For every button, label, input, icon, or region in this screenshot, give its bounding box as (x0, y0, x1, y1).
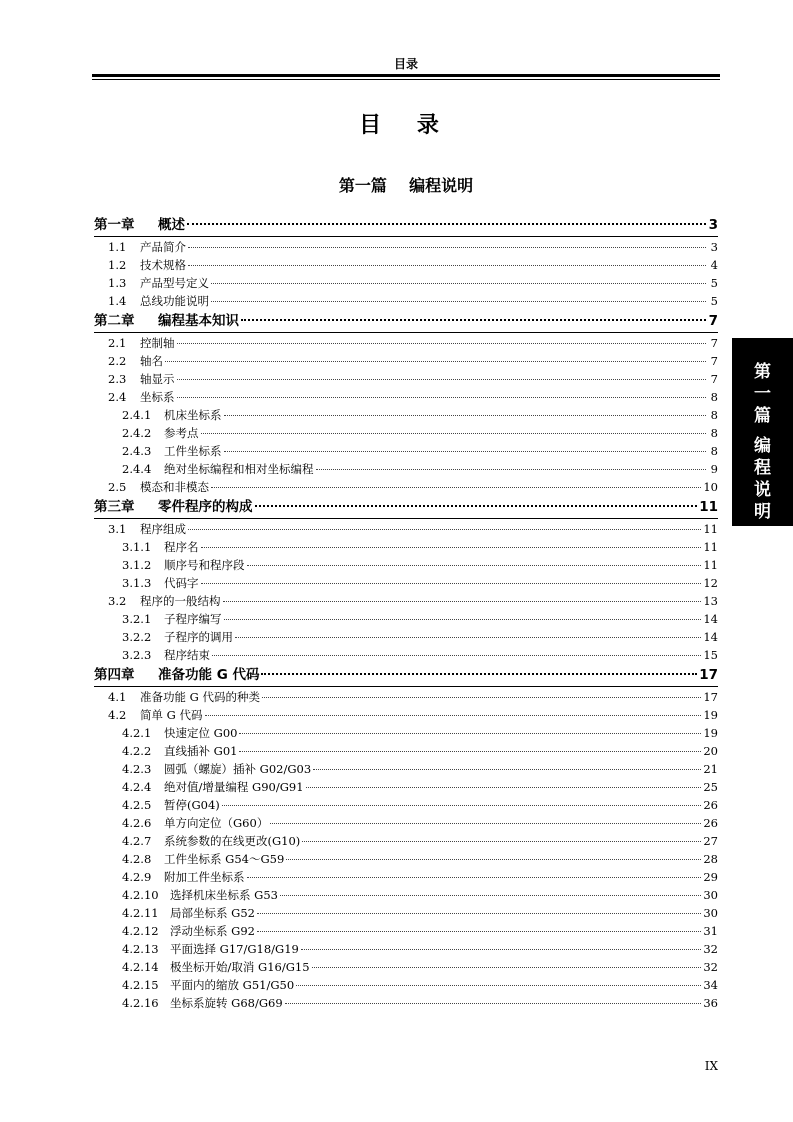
toc-entry-number: 4.2.10 (122, 888, 159, 902)
dot-leader (313, 769, 701, 770)
dot-leader (306, 787, 702, 788)
dot-leader (261, 673, 697, 675)
toc-entry-label: 简单 G 代码 (140, 708, 203, 722)
toc-entry-page: 9 (710, 462, 718, 476)
toc-entry-page: 7 (710, 336, 718, 350)
toc-entry-number: 2.3 (108, 372, 127, 386)
dot-leader (241, 319, 706, 321)
toc-entry-label: 极坐标开始/取消 G16/G15 (170, 960, 310, 974)
toc-entry-page: 11 (699, 499, 718, 515)
toc-entry-page: 26 (703, 816, 718, 830)
toc-entry-number: 1.2 (108, 258, 127, 272)
toc-entry-page: 32 (703, 942, 718, 956)
dot-leader (257, 913, 701, 914)
dot-leader (201, 583, 702, 584)
toc-entry[interactable] (94, 520, 718, 538)
toc-entry-page: 14 (703, 630, 718, 644)
dot-leader (239, 751, 701, 752)
side-tab-char: 明 (754, 502, 771, 522)
toc-entry-number: 4.2.5 (122, 798, 152, 812)
toc-entry-page: 17 (699, 667, 718, 683)
toc-entry-label: 准备功能 G 代码的种类 (140, 690, 260, 704)
toc-chapter-entry[interactable] (94, 496, 718, 519)
toc-entry-page: 30 (703, 906, 718, 920)
toc-entry[interactable] (94, 832, 718, 850)
toc-entry-number: 4.2.6 (122, 816, 152, 830)
toc-entry-label: 直线插补 G01 (164, 744, 238, 758)
toc-entry[interactable] (94, 760, 718, 778)
toc-entry-label: 工件坐标系 G54～G59 (164, 852, 285, 866)
toc-entry-number: 1.4 (108, 294, 127, 308)
toc-entry-number: 4.2 (108, 708, 127, 722)
part-title: 第一篇 编程说明 (338, 176, 474, 195)
toc-entry-page: 36 (703, 996, 718, 1010)
toc-entry[interactable] (94, 796, 718, 814)
side-tab-char: 说 (754, 480, 771, 500)
toc-entry-label: 程序的一般结构 (140, 594, 221, 608)
toc-entry-number: 4.2.12 (122, 924, 159, 938)
toc-chapter-entry[interactable] (94, 310, 718, 333)
toc-entry[interactable] (94, 370, 718, 388)
toc-chapter-entry[interactable] (94, 214, 718, 237)
toc-entry-number: 4.2.14 (122, 960, 159, 974)
toc-entry-label: 程序组成 (140, 522, 186, 536)
toc-entry[interactable] (94, 742, 718, 760)
toc-entry-number: 第三章 (94, 499, 135, 515)
toc-entry-number: 1.1 (108, 240, 127, 254)
toc-entry-number: 4.2.11 (122, 906, 159, 920)
toc-entry[interactable] (94, 352, 718, 370)
toc-entry-label: 局部坐标系 G52 (170, 906, 255, 920)
toc-entry-page: 5 (710, 294, 718, 308)
toc-entry[interactable] (94, 646, 718, 664)
toc-entry-page: 8 (710, 444, 718, 458)
toc-entry-number: 2.4.4 (122, 462, 152, 476)
dot-leader (247, 565, 702, 566)
running-header: 目录 (393, 57, 418, 71)
part-side-tab[interactable] (732, 338, 793, 526)
dot-leader (222, 805, 702, 806)
toc-entry-number: 3.1.1 (122, 540, 152, 554)
dot-leader (239, 733, 701, 734)
toc-entry[interactable] (94, 274, 718, 292)
dot-leader (316, 469, 707, 470)
toc-entry-page: 3 (710, 240, 718, 254)
toc-entry-number: 2.4.2 (122, 426, 152, 440)
toc-entry-label: 暂停(G04) (164, 798, 220, 812)
toc-entry-page: 11 (703, 522, 718, 536)
toc-entry-label: 子程序编写 (164, 612, 222, 626)
toc-entry-label: 产品型号定义 (140, 276, 209, 290)
toc-entry-number: 3.1.2 (122, 558, 152, 572)
dot-leader (212, 655, 701, 656)
toc-entry-page: 7 (710, 354, 718, 368)
toc-entry-page: 7 (710, 372, 718, 386)
dot-leader (302, 841, 701, 842)
toc-entry[interactable] (94, 478, 718, 496)
toc-entry-page: 10 (703, 480, 718, 494)
toc-entry-label: 总线功能说明 (140, 294, 209, 308)
toc-entry[interactable] (94, 940, 718, 958)
toc-entry-number: 2.4.1 (122, 408, 152, 422)
toc-entry-page: 20 (703, 744, 718, 758)
toc-entry-page: 19 (703, 726, 718, 740)
side-tab-char: 第 (754, 362, 771, 382)
toc-entry-label: 编程基本知识 (158, 313, 239, 329)
toc-entry[interactable] (94, 556, 718, 574)
toc-entry-label: 控制轴 (140, 336, 175, 350)
dot-leader (188, 529, 701, 530)
toc-entry-page: 8 (710, 390, 718, 404)
toc-entry-page: 15 (703, 648, 718, 662)
toc-entry-number: 4.2.2 (122, 744, 152, 758)
toc-entry-label: 程序结束 (164, 648, 210, 662)
toc-entry[interactable] (94, 538, 718, 556)
dot-leader (247, 877, 702, 878)
toc-entry-label: 顺序号和程序段 (164, 558, 245, 572)
dot-leader (296, 985, 701, 986)
toc-entry[interactable] (94, 814, 718, 832)
toc-entry[interactable] (94, 424, 718, 442)
dot-leader (165, 361, 706, 362)
toc-entry-label: 程序名 (164, 540, 199, 554)
toc-entry-number: 第二章 (94, 313, 135, 329)
toc-entry-label: 坐标系旋转 G68/G69 (170, 996, 283, 1010)
toc-entry-number: 3.1 (108, 522, 127, 536)
toc-entry-page: 25 (703, 780, 718, 794)
dot-leader (224, 451, 707, 452)
toc-entry-page: 13 (703, 594, 718, 608)
header-rule-thick (92, 74, 720, 77)
dot-leader (188, 265, 706, 266)
toc-entry-number: 2.1 (108, 336, 127, 350)
toc-entry[interactable] (94, 574, 718, 592)
dot-leader (177, 379, 707, 380)
dot-leader (301, 949, 701, 950)
dot-leader (201, 547, 702, 548)
toc-entry-number: 4.2.7 (122, 834, 152, 848)
toc-entry-page: 29 (703, 870, 718, 884)
dot-leader (188, 247, 706, 248)
toc-chapter-entry[interactable] (94, 664, 718, 687)
dot-leader (211, 487, 701, 488)
toc-entry-page: 27 (703, 834, 718, 848)
toc-entry-number: 4.2.15 (122, 978, 159, 992)
toc-entry-page: 28 (703, 852, 718, 866)
toc-entry-label: 平面内的缩放 G51/G50 (170, 978, 295, 992)
toc-entry-page: 34 (703, 978, 718, 992)
dot-leader (187, 223, 706, 225)
toc-entry-number: 2.4.3 (122, 444, 152, 458)
toc-entry[interactable] (94, 292, 718, 310)
toc-entry-number: 4.1 (108, 690, 127, 704)
dot-leader (286, 859, 701, 860)
dot-leader (177, 343, 707, 344)
toc-entry-label: 产品简介 (140, 240, 186, 254)
dot-leader (255, 505, 698, 507)
toc-entry[interactable] (94, 592, 718, 610)
toc-entry[interactable] (94, 868, 718, 886)
toc-entry-label: 系统参数的在线更改(G10) (164, 834, 301, 848)
toc-entry-label: 绝对值/增量编程 G90/G91 (164, 780, 304, 794)
dot-leader (211, 301, 706, 302)
toc-entry-number: 3.2.1 (122, 612, 152, 626)
toc-entry-page: 31 (703, 924, 718, 938)
toc-entry[interactable] (94, 256, 718, 274)
toc-entry-label: 子程序的调用 (164, 630, 233, 644)
toc-entry[interactable] (94, 778, 718, 796)
toc-entry[interactable] (94, 238, 718, 256)
toc-entry[interactable] (94, 610, 718, 628)
dot-leader (285, 1003, 702, 1004)
toc-entry-label: 参考点 (164, 426, 199, 440)
toc-entry-page: 5 (710, 276, 718, 290)
toc-entry-page: 11 (703, 540, 718, 554)
toc-entry[interactable] (94, 724, 718, 742)
toc-entry-number: 3.2 (108, 594, 127, 608)
toc-entry-page: 3 (708, 217, 718, 233)
toc-entry-page: 11 (703, 558, 718, 572)
toc-entry-page: 12 (703, 576, 718, 590)
toc-entry-page: 32 (703, 960, 718, 974)
toc-entry[interactable] (94, 628, 718, 646)
toc-entry-number: 3.1.3 (122, 576, 152, 590)
toc-entry-label: 圆弧（螺旋）插补 G02/G03 (164, 762, 312, 776)
dot-leader (224, 415, 707, 416)
toc-entry-page: 8 (710, 408, 718, 422)
toc-entry-label: 附加工件坐标系 (164, 870, 245, 884)
toc-entry-page: 14 (703, 612, 718, 626)
dot-leader (201, 433, 707, 434)
dot-leader (262, 697, 701, 698)
side-tab-char: 一 (754, 384, 771, 404)
dot-leader (211, 283, 706, 284)
toc-entry-label: 零件程序的构成 (158, 499, 253, 515)
toc-entry[interactable] (94, 706, 718, 724)
toc-entry[interactable] (94, 442, 718, 460)
toc-entry-number: 2.4 (108, 390, 127, 404)
toc-entry-label: 工件坐标系 (164, 444, 222, 458)
dot-leader (257, 931, 701, 932)
dot-leader (177, 397, 707, 398)
side-tab-char: 篇 (754, 406, 771, 426)
toc-entry-label: 平面选择 G17/G18/G19 (170, 942, 299, 956)
side-tab-char: 编 (754, 436, 771, 456)
dot-leader (312, 967, 702, 968)
toc-entry[interactable] (94, 922, 718, 940)
dot-leader (223, 601, 702, 602)
toc-entry-number: 4.2.1 (122, 726, 152, 740)
toc-entry-number: 4.2.16 (122, 996, 159, 1010)
toc-entry[interactable] (94, 334, 718, 352)
toc-entry[interactable] (94, 994, 718, 1012)
toc-entry-page: 21 (703, 762, 718, 776)
toc-entry-number: 2.5 (108, 480, 127, 494)
toc-entry[interactable] (94, 460, 718, 478)
toc-entry-label: 单方向定位（G60） (164, 816, 269, 830)
toc-entry-label: 机床坐标系 (164, 408, 222, 422)
toc-entry-label: 浮动坐标系 G92 (170, 924, 255, 938)
toc-entry-page: 7 (708, 313, 718, 329)
toc-entry-label: 代码字 (164, 576, 199, 590)
toc-entry-label: 快速定位 G00 (164, 726, 238, 740)
toc-entry[interactable] (94, 904, 718, 922)
toc-entry[interactable] (94, 850, 718, 868)
toc-entry-label: 模态和非模态 (140, 480, 209, 494)
toc-entry-page: 8 (710, 426, 718, 440)
toc-entry-label: 轴名 (140, 354, 163, 368)
toc-entry-page: 30 (703, 888, 718, 902)
toc-entry[interactable] (94, 886, 718, 904)
toc-entry-number: 第四章 (94, 667, 135, 683)
dot-leader (280, 895, 701, 896)
toc-entry[interactable] (94, 958, 718, 976)
toc-entry-label: 坐标系 (140, 390, 175, 404)
toc-entry-label: 准备功能 G 代码 (158, 667, 260, 683)
dot-leader (270, 823, 701, 824)
side-tab-char: 程 (754, 458, 771, 478)
toc-entry-number: 4.2.4 (122, 780, 152, 794)
toc-entry-number: 4.2.3 (122, 762, 152, 776)
toc-entry[interactable] (94, 976, 718, 994)
toc-entry[interactable] (94, 406, 718, 424)
toc-entry-page: 17 (703, 690, 718, 704)
toc-entry-label: 绝对坐标编程和相对坐标编程 (164, 462, 314, 476)
toc-entry-page: 19 (703, 708, 718, 722)
toc-entry-number: 4.2.13 (122, 942, 159, 956)
toc-entry-number: 3.2.3 (122, 648, 152, 662)
document-title: 目 录 (359, 113, 453, 138)
table-of-contents (94, 214, 718, 1012)
header-rule-thin (92, 79, 720, 80)
toc-entry-label: 选择机床坐标系 G53 (170, 888, 278, 902)
toc-entry-number: 4.2.8 (122, 852, 152, 866)
toc-entry-page: 4 (710, 258, 718, 272)
toc-entry[interactable] (94, 388, 718, 406)
toc-entry-number: 3.2.2 (122, 630, 152, 644)
toc-entry-number: 4.2.9 (122, 870, 152, 884)
toc-entry-page: 26 (703, 798, 718, 812)
page-number: IX (704, 1059, 718, 1073)
dot-leader (235, 637, 701, 638)
toc-entry-number: 2.2 (108, 354, 127, 368)
toc-entry[interactable] (94, 688, 718, 706)
toc-entry-label: 概述 (158, 217, 185, 233)
dot-leader (205, 715, 702, 716)
toc-entry-label: 轴显示 (140, 372, 175, 386)
toc-entry-number: 1.3 (108, 276, 127, 290)
dot-leader (224, 619, 702, 620)
toc-entry-label: 技术规格 (140, 258, 186, 272)
toc-entry-number: 第一章 (94, 217, 135, 233)
